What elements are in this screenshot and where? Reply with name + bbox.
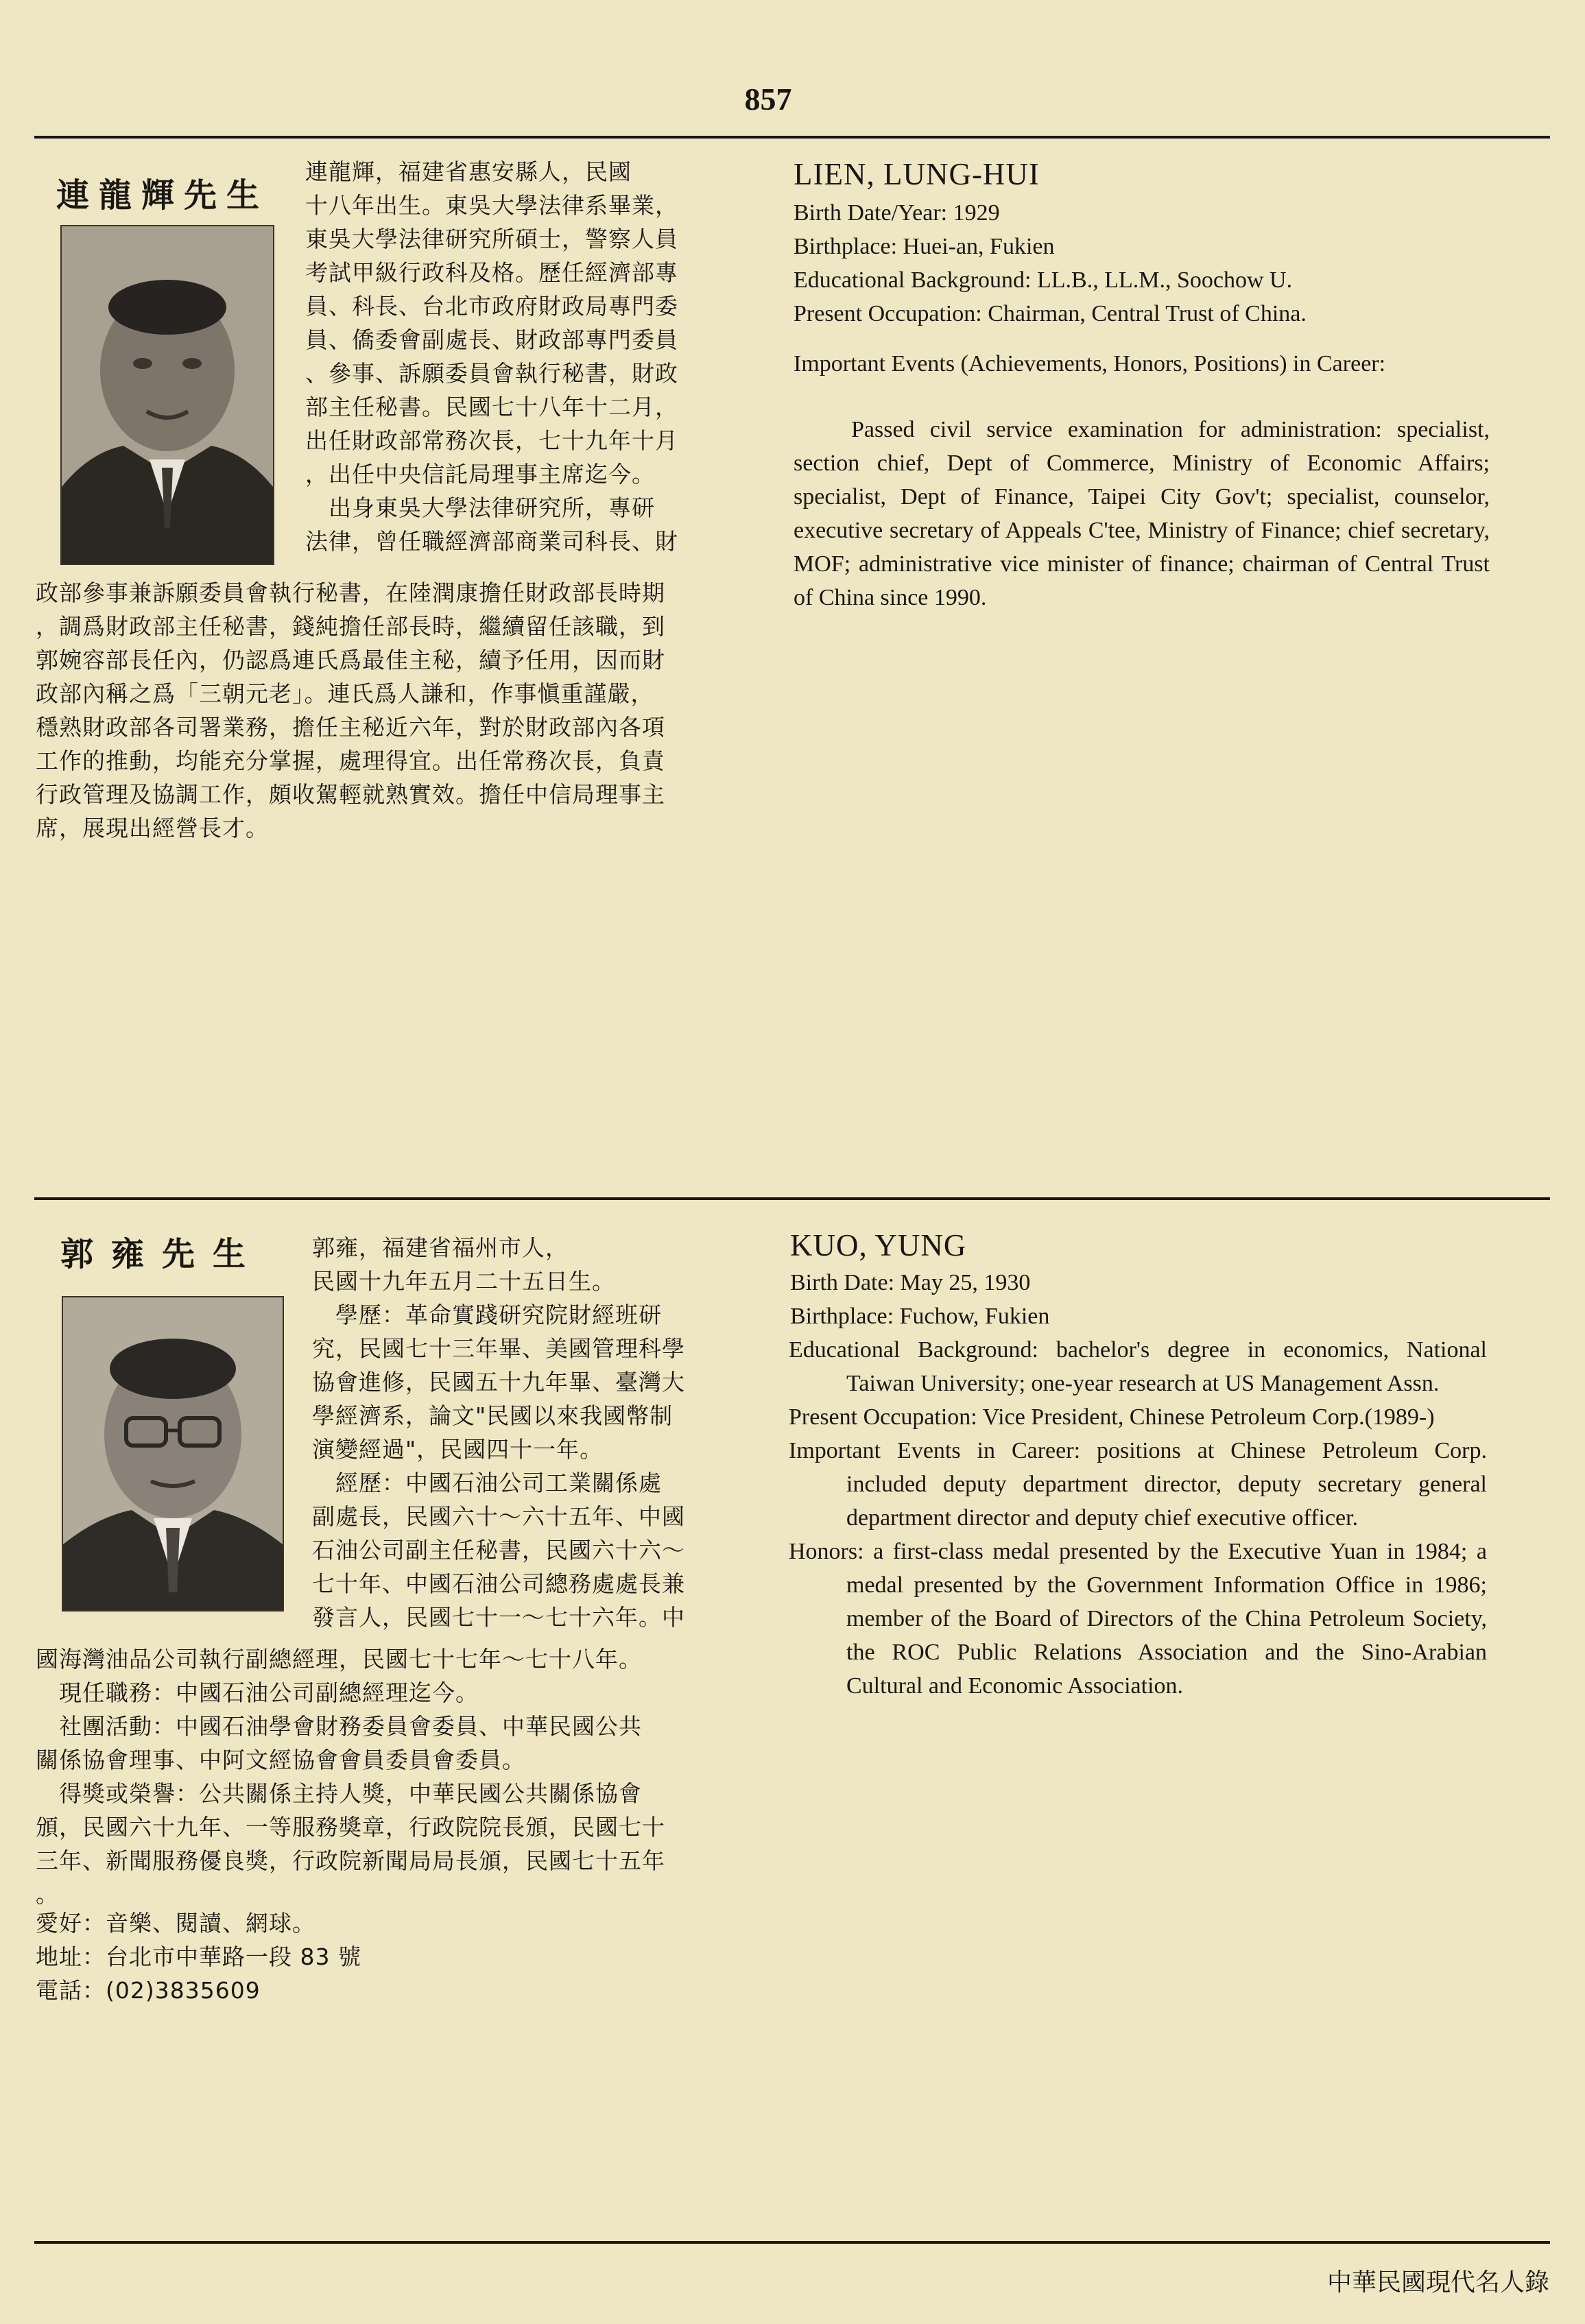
entry-1-bio-zh-upper: 連龍輝，福建省惠安縣人，民國 十八年出生。東吳大學法律系畢業， 東吳大學法律研究所碩士，警察人員 考試甲級行政科及格。歷任經濟部專 員、科長、台北市政府財政局專門委 員、僑委會副處長、財政部專門委員 、參事、訴願委員會執行秘書，財政 部主任秘書。民國七十八年十二月， 出任財政部常務次長，七十九年十月 ，出任中央信託局理事主席迄今。 出身東吳大學法律研究所，專研 法律，曾任職經濟部商業司科長、財 (305, 158, 678, 555)
entry-2-bio-zh-upper: 郭雍，福建省福州市人， 民國十九年五月二十五日生。 學歷：革命實踐研究院財經班研 究，民國七十三年畢、美國管理科學 協會進修，民國五十九年畢、臺灣大 學經濟系，論文"民國以來我國幣制 演變經過"，民國四十一年。 經歷：中國石油公司工業關係處 副處長，民國六十～六十五年、中國 石油公司副主任秘書，民國六十六～ 七十年、中國石油公司總務處處長兼 發言人，民國七十一～七十六年。中 (312, 1234, 685, 1631)
entry-2-bio-zh-lower: 國海灣油品公司執行副總經理，民國七十七年～七十八年。 現任職務：中國石油公司副總經理迄今。 社團活動：中國石油學會財務委員會委員、中華民國公共 關係協會理事、中阿文經協會會員委員會委員。 得獎或榮譽：公共關係主持人獎，中華民國公共關係協會 頒，民國六十九年、一等服務獎章，行政院院長頒，民國七十 三年、新聞服務優良獎，行政院新聞局局長頒，民國七十五年 。 (36, 1646, 665, 1908)
entry-2-birth-date: Birth Date: May 25, 1930 (790, 1270, 1031, 1295)
entry-1-events-heading: Important Events (Achievements, Honors, Positions) in Career: (794, 351, 1386, 376)
entry-1-bio-zh-lower: 政部參事兼訴願委員會執行秘書，在陸潤康擔任財政部長時期 ，調爲財政部主任秘書，錢純擔任部長時，繼續留任該職，到 郭婉容部長任內，仍認爲連氏爲最佳主秘，續予任用，因而財 政部內稱之爲「三朝元老」。連氏爲人謙和，作事愼重謹嚴， 穩熟財政部各司署業務，擔任主秘近六年，對於財政部內各項 工作的推動，均能充分掌握，處理得宜。出任常務次長，負責 行政管理及協調工作，頗收駕輕就熟實效。擔任中信局理事主 席，展現出經營長才。 (36, 579, 665, 841)
entry-2-details-en (790, 1266, 1049, 1333)
entry-1-details-en (794, 196, 1307, 331)
entry-2-bio-en (789, 1333, 1487, 1703)
entry-1-name-zh: 連龍輝先生 (56, 176, 270, 215)
top-rule (34, 136, 1550, 139)
entry-1-photo (60, 225, 274, 565)
entry-2-honors: Honors: a first-class medal presented by the Executive Yuan in 1984; a medal presented by the Government Information Office in 1986; member of the Board of Directors of the China Petroleum Society, the ROC Public Relations Association and the Sino-Arabian Cultural and Economic Association. (789, 1539, 1487, 1699)
page-number: 857 (744, 82, 792, 117)
entry-2-name-en: KUO, YUNG (790, 1228, 967, 1262)
entry-1-occupation: Present Occupation: Chairman, Central Trust of China. (794, 301, 1307, 326)
footer-title: 中華民國現代名人錄 (1326, 2268, 1549, 2297)
entry-1-name-en: LIEN, LUNG-HUI (794, 157, 1040, 191)
entry-2-name-zh: 郭雍先生 (60, 1235, 264, 1273)
entry-1-education: Educational Background: LL.B., LL.M., Soochow U. (794, 267, 1293, 293)
entry-2-education: Educational Background: bachelor's degree in economics, National Taiwan University; one-year research at US Management Assn. (789, 1337, 1487, 1396)
entry-1-bio-en: Passed civil service examination for administration: specialist, section chief, Dept of Commerce, Ministry of Economic Affairs; specialist, Dept of Finance, Taipei City Gov't; specialist, counselor, executive secretary of Appeals C'tee, Ministry of Finance; chief secretary, MOF; administrative vice minister of finance; chairman of Central Trust of China since 1990. (794, 417, 1490, 610)
entry-2-contact-zh: 愛好：音樂、閱讀、網球。 地址：台北市中華路一段 83 號 電話：(02)3835609 (36, 1910, 361, 2004)
middle-rule (34, 1197, 1550, 1200)
bottom-rule (34, 2241, 1550, 2244)
entry-2-birthplace: Birthplace: Fuchow, Fukien (790, 1304, 1050, 1329)
entry-2-occupation: Present Occupation: Vice President, Chinese Petroleum Corp.(1989-) (789, 1404, 1435, 1430)
entry-1-birthplace: Birthplace: Huei-an, Fukien (794, 234, 1055, 259)
entry-1-birth-date: Birth Date/Year: 1929 (794, 200, 1000, 226)
entry-2-photo (62, 1296, 284, 1612)
entry-2-career-events: Important Events in Career: positions at Chinese Petroleum Corp. included deputy department director, deputy secretary general department director and deputy chief executive officer. (789, 1438, 1487, 1531)
